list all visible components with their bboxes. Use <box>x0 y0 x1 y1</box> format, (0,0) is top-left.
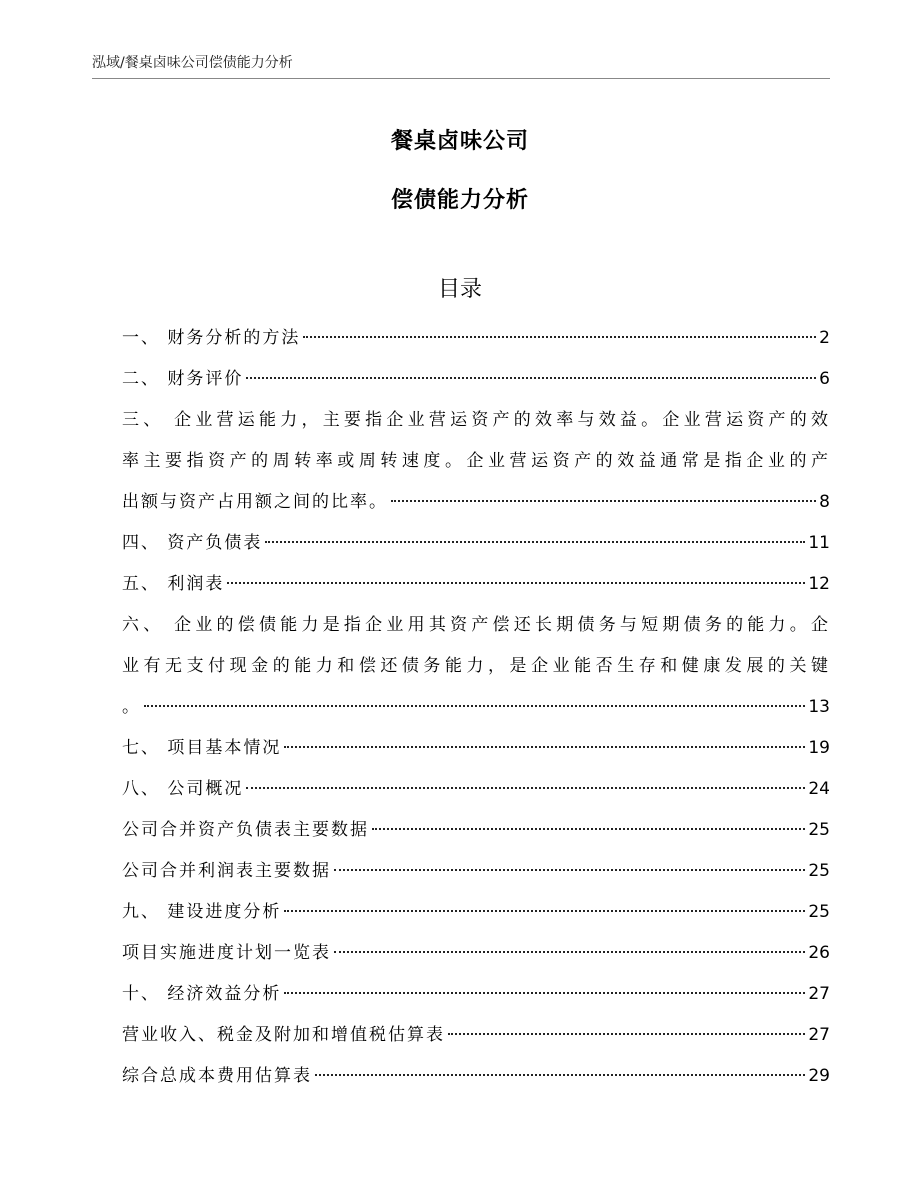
toc-page-number: 25 <box>808 902 830 922</box>
dot-leader <box>303 336 816 338</box>
dot-leader <box>284 992 805 994</box>
toc-entry-title: 营业收入、税金及附加和增值税估算表 <box>122 1025 445 1045</box>
toc-page-number: 8 <box>819 492 830 512</box>
toc-entry[interactable] <box>122 810 830 851</box>
toc-page-number: 6 <box>819 369 830 389</box>
toc-page-number: 27 <box>808 984 830 1004</box>
table-of-contents <box>122 318 830 1097</box>
toc-page-number: 27 <box>808 1025 830 1045</box>
toc-page-number: 24 <box>808 779 830 799</box>
dot-leader <box>372 828 805 830</box>
toc-entry-text-line: 业有无支付现金的能力和偿还债务能力，是企业能否生存和健康发展的关键 <box>122 656 830 676</box>
dot-leader <box>334 869 805 871</box>
toc-page-number: 13 <box>808 697 830 717</box>
toc-page-number: 25 <box>808 861 830 881</box>
dot-leader <box>448 1033 805 1035</box>
toc-entry[interactable] <box>122 523 830 564</box>
toc-entry[interactable] <box>122 318 830 359</box>
toc-page-number: 2 <box>819 328 830 348</box>
dot-leader <box>391 500 816 502</box>
toc-entry-title: 七、 项目基本情况 <box>122 738 282 758</box>
toc-entry-text-line: 率主要指资产的周转率或周转速度。企业营运资产的效益通常是指企业的产 <box>122 451 830 471</box>
dot-leader <box>227 582 805 584</box>
toc-page-number: 29 <box>808 1066 830 1086</box>
toc-entry[interactable] <box>122 605 830 728</box>
toc-entry-title: 公司合并资产负债表主要数据 <box>122 820 369 840</box>
toc-entry-text-line: 三、 企业营运能力，主要指企业营运资产的效率与效益。企业营运资产的效 <box>122 410 830 430</box>
dot-leader <box>144 705 805 707</box>
toc-entry-title: 二、 财务评价 <box>122 369 244 389</box>
dot-leader <box>246 787 805 789</box>
toc-entry[interactable] <box>122 851 830 892</box>
toc-entry[interactable] <box>122 359 830 400</box>
dot-leader <box>284 746 805 748</box>
toc-entry[interactable] <box>122 1056 830 1097</box>
toc-entry-text-line: 六、 企业的偿债能力是指企业用其资产偿还长期债务与短期债务的能力。企 <box>122 615 830 635</box>
toc-entry-title: 一、 财务分析的方法 <box>122 328 301 348</box>
document-title: 餐桌卤味公司 <box>390 129 529 154</box>
toc-entry-title: 公司合并利润表主要数据 <box>122 861 331 881</box>
document-subtitle: 偿债能力分析 <box>390 188 529 213</box>
toc-entry-title: 八、 公司概况 <box>122 779 244 799</box>
dot-leader <box>315 1074 805 1076</box>
toc-entry[interactable] <box>122 1015 830 1056</box>
toc-entry[interactable] <box>122 933 830 974</box>
page-header: 泓域/餐桌卤味公司偿债能力分析 <box>92 52 830 79</box>
toc-entry[interactable] <box>122 564 830 605</box>
toc-entry[interactable] <box>122 400 830 523</box>
toc-entry[interactable] <box>122 728 830 769</box>
toc-page-number: 25 <box>808 820 830 840</box>
toc-page-number: 12 <box>808 574 830 594</box>
toc-entry-title: 出额与资产占用额之间的比率。 <box>122 492 388 512</box>
toc-page-number: 19 <box>808 738 830 758</box>
toc-entry[interactable] <box>122 974 830 1015</box>
dot-leader <box>284 910 805 912</box>
dot-leader <box>265 541 805 543</box>
toc-entry-title: 项目实施进度计划一览表 <box>122 943 331 963</box>
toc-page-number: 26 <box>808 943 830 963</box>
toc-page-number: 11 <box>808 533 830 553</box>
toc-entry-title: 十、 经济效益分析 <box>122 984 282 1004</box>
dot-leader <box>334 951 805 953</box>
toc-entry-title: 五、 利润表 <box>122 574 225 594</box>
toc-entry[interactable] <box>122 769 830 810</box>
dot-leader <box>246 377 816 379</box>
toc-entry-title: 九、 建设进度分析 <box>122 902 282 922</box>
toc-entry-title: 综合总成本费用估算表 <box>122 1066 312 1086</box>
toc-entry-title: 四、 资产负债表 <box>122 533 263 553</box>
toc-entry-title: 。 <box>122 697 141 717</box>
toc-entry[interactable] <box>122 892 830 933</box>
toc-heading: 目录 <box>437 277 482 302</box>
